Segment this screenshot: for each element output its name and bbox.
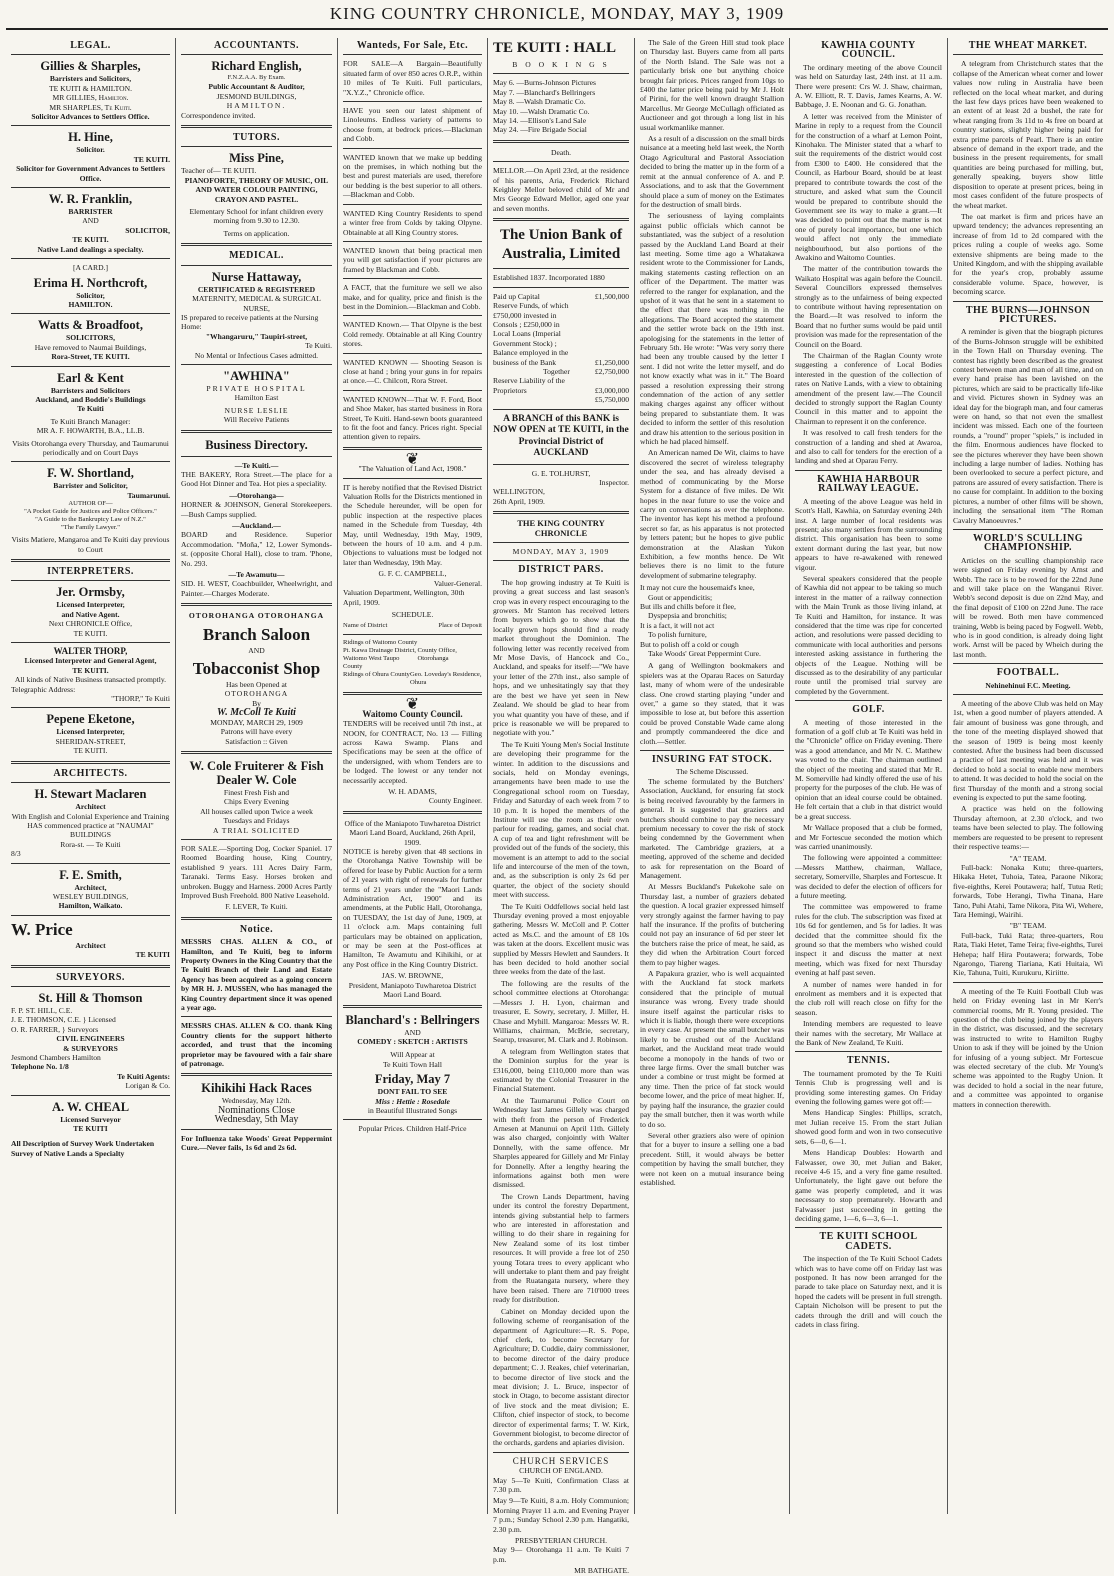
crest-icon: ❦ bbox=[405, 450, 420, 468]
death-heading: Death. bbox=[550, 147, 572, 157]
blanchard-title: Blanchard's : Bellringers bbox=[345, 1012, 480, 1027]
directory-section-title: —Otorohanga— bbox=[229, 490, 284, 500]
architect-line: Architect bbox=[75, 802, 106, 812]
wanted-item: WANTED KNOWN—That W. F. Ford, Boot and Shoe Maker, has started business in Rora Street, Te Kuiti. Hand-sewn boots guaranteed to fit the foot and fancy. Prices right. Special attention given to repairs. bbox=[343, 394, 482, 442]
medical-heading: MEDICAL. bbox=[229, 250, 284, 262]
insuring-para: The scheme formulated by the Butchers' Association, Auckland, for ensuring fat stock is being received favourably by the farmers in general. It is suggested that graziers and butchers should combine to pay the necessary premium necessary to cover the risk of stock being condemned by the Government when marketed. The Cambridge graziers, at a meeting, approved of the scheme and decided to ask for representation on the Board of Management. bbox=[640, 776, 784, 880]
church-eng: CHURCH OF ENGLAND. bbox=[519, 1466, 603, 1476]
surveyor-line: Lorigan & Co. bbox=[125, 1081, 170, 1091]
accountant-line: Public Accountant & Auditor, bbox=[208, 82, 305, 92]
booking-row: May 10. —Walsh Dramatic Co. bbox=[493, 106, 590, 116]
district-heading: DISTRICT PARS. bbox=[518, 564, 604, 576]
column-hall bbox=[488, 38, 635, 1576]
tennis-para: The tournament promoted by the Te Kuiti Tennis Club is progressing well and is providing some interesting games. On Friday evening the following games were got off:— bbox=[795, 1068, 942, 1107]
bank-row: Paid up Capital £1,500,000 bbox=[493, 291, 629, 301]
surveyor-name: A. W. CHEAL bbox=[51, 1099, 130, 1114]
saloon-line: Patrons will have every bbox=[220, 727, 293, 737]
church-heading: CHURCH SERVICES bbox=[512, 1455, 610, 1466]
cole-line: Tuesdays and Fridays bbox=[223, 816, 290, 826]
legal-ad-line: Te Kuiti bbox=[77, 404, 104, 414]
sculling-heading: WORLD'S SCULLING CHAMPIONSHIP. bbox=[973, 532, 1083, 554]
valuation-sign: Valuer-General. bbox=[433, 578, 482, 588]
masthead: KING COUNTRY CHRONICLE, MONDAY, MAY 3, 1909 bbox=[6, 0, 1108, 30]
golf-para: Intending members are requested to leave their names with the secretary, Mr Wallace at the Bank of New Zealand, Te Kuiti. bbox=[795, 1019, 942, 1048]
architect-name: W. Price bbox=[11, 919, 73, 939]
booking-row: May 7. —Blanchard's Bellringers bbox=[493, 87, 596, 97]
architect-line: TE KUITI bbox=[135, 950, 170, 960]
accountant-line: F.N.Z.A.A. By Exam. bbox=[227, 74, 286, 82]
tennis-heading: TENNIS. bbox=[846, 1055, 891, 1067]
column-news bbox=[635, 38, 790, 1514]
tutor-line: Elementary School for infant children every morning from 9.30 to 12.30. bbox=[189, 207, 324, 226]
legal-ad-line: Visits Otorohanga every Thursday, and Taumarunui periodically and on Court Days bbox=[12, 438, 169, 457]
team-a-list: Full-back: Nonaka Kutu; three-quarters, Hikaka Hetet, Tuhoia, Tatea, Paraone Nikora; five-eighths, Kerei Poutawera; half, Tutua Reti; forwards, Tobe Herangi, Tiwha Tinana, Hare Tano, Puhi Atahi, Tame Nikora, Pita Wi, Wehere, Tara Hemingi, Wairihi. bbox=[953, 862, 1103, 919]
saloon-top: OTOROHANGA OTOROHANGA bbox=[188, 611, 325, 621]
cole-line: Finest Fresh Fish and bbox=[223, 787, 290, 797]
legal-ad-name: Gillies & Sharples, bbox=[40, 59, 141, 74]
kawhia-heading: KAWHIA COUNTY COUNCIL. bbox=[821, 40, 916, 61]
tennis-para: Mens Handicap Doubles: Howarth and Falwasser, owe 30, met Julian and Baker, receive 4-6 15, and a very fine game resulted. Unfortunately, the light gave out before the game was properly completed, and it was necessary to stop prematurely. Howarth and Falwasser just succeeding in getting the deciding game, 1—6, 6—3, 6—1. bbox=[795, 1148, 942, 1223]
accountants-heading: ACCOUNTANTS. bbox=[214, 40, 299, 51]
nurse-line: Te Kuiti. bbox=[305, 341, 332, 351]
saloon-line: MONDAY, MARCH 29, 1909 bbox=[210, 717, 303, 727]
golf-para: The committee was empowered to frame rules for the club. The subscription was fixed at 10s 6d for gentlemen, and 5s for ladies. It was decided that the committee should fix the ground so that the members who wished could inspect it and discuss the matter at next meeting, which was fixed for next Thursday evening at half past seven. bbox=[795, 902, 942, 978]
column-professional bbox=[176, 38, 338, 1514]
bank-row: Together £2,750,000 bbox=[543, 366, 629, 376]
news-para: The seriousness of laying complaints against public officials which cannot be substantiated, was the subject of a resolution passed by the Auckland Land Board at their last meeting. Some time ago a Whatakawa resident wrote to the Commissioner for Lands, making statements casting reflection on an officer of the Department. The matter was referred to the ranger for explanation, and the upshot of it was that he sent in a statement to the effect that there was nothing in the allegations. The Board accepted the statement and the settler wrote back on the 19th inst. apologising for the statements in the letter of February 5th. He wrote: "Was very sorry there had been any trouble caused by the letter I sent. I did not write the letter myself, and do not know exactly what was in it." The Board passed a resolution expressing their strong condemnation of the action of any settler making charges against any officer without being prepared to substantiate them. It was decided to inform the settler of this resolution and draw his attention to the serious position in which he had placed himself. bbox=[640, 211, 784, 447]
booking-row: May 24. —Fire Brigade Social bbox=[493, 125, 587, 135]
surveyor-line: Jesmond Chambers Hamilton bbox=[11, 1053, 101, 1062]
kihikihi-line: Wednesday, May 12th. bbox=[221, 1096, 292, 1106]
wanted-item: A FACT, that the furniture we sell we also make, and for quality, price and finish is the best in the Dominion.—Blackman and Cobb. bbox=[343, 283, 482, 311]
legal-ad-line: AND bbox=[82, 216, 99, 226]
legal-ad-line: Barrister and Solicitor, bbox=[53, 481, 128, 491]
legal-ad-name: F. W. Shortland, bbox=[47, 466, 134, 481]
architects-heading: ARCHITECTS. bbox=[53, 767, 128, 779]
insuring-para: At Messrs Buckland's Pukekohe sale on Thursday last, a number of graziers debated the question. A local grazier expressed himself very strongly against the farmer having to pay half the insurance. If the profits of butchering could not pay an insurance of 6d per steer let the butchers raise the price of meat, he said, as they did when the Arbitration Court forced them to pay higher wages. bbox=[640, 882, 784, 967]
accountant-line: HAMILTON. bbox=[226, 101, 287, 111]
valuation-sign: G. F. C. CAMPBELL, bbox=[378, 569, 447, 579]
directory-section-title: —Te Awamutu— bbox=[228, 570, 285, 580]
tutor-line: Teacher of— TE KUITI. bbox=[181, 166, 257, 176]
surveyor-line: F. P. ST. HILL, C.E. bbox=[11, 1005, 73, 1015]
interpreter-line: TE KUITI. bbox=[73, 746, 108, 756]
directory-item: THE BAKERY, Rora Street.—The place for a Good Hot Dinner and Tea. Hot pies a speciality. bbox=[181, 469, 332, 489]
legal-ad-line: Visits Matiere, Mangaroa and Te Kuiti day previous to Court bbox=[11, 535, 170, 554]
architect-line: Architect bbox=[75, 940, 106, 950]
notice-heading: Notice. bbox=[239, 923, 274, 935]
news-para: A gang of Wellington bookmakers and spielers was at the Oparau Races on Saturday last, many of whom were of the undesirable class. One crowd starting playing "under and over," a game so they stated, that it was impossible to lose at, but before this assertion could be proved Constable Wade came along and promptly commandeered the dice and cloth.—Settler. bbox=[640, 661, 784, 746]
tutors-heading: TUTORS. bbox=[233, 132, 280, 144]
surveyor-line: J. E. THOMSON, C.E. } Licensed bbox=[11, 1015, 116, 1025]
accountant-name: Richard English, bbox=[211, 59, 302, 74]
saloon-line: W. McColl Te Kuiti bbox=[217, 707, 296, 719]
insuring-heading: INSURING FAT STOCK. bbox=[651, 754, 773, 766]
maniapoto-sign: JAS. W. BROWNE, bbox=[381, 971, 444, 981]
kawhia-para: A letter was received from the Minister of Marine in reply to a request from the Council for the construction of a wharf at Lemon Point, Kinohaku. The Minister stated that a wharf to suit the requirements of the district would cost from £300 to £400. He considered that the Council, as Harbour Board, should be at least prepared to contribute towards the cost of the structure, and asked what sum the Council would be prepared to contribute should the Government see its way to make a grant.—It was decided to point out that the matter is not one of purely local importance, but one which would affect not only the immediate neighbourhood, but also portions of the Awakino and Waitomo Counties. bbox=[795, 111, 942, 262]
legal-ad-name: Watts & Broadfoot, bbox=[38, 318, 143, 333]
interpreter-line: Telegraphic Address: bbox=[11, 684, 76, 694]
golf-para: A meeting of those interested in the formation of a golf club at Te Kuiti was held in the "Chronicle" office on Friday evening. There was a good attendance, and Mr N. C. Matthew was voted to the chair. The chairman outlined the object of the meeting and stated that Mr R. M. Somerville had kindly offered the use of his property for the purposes of the club. He was of opinion that an ideal course could be obtained. He felt certain that a club in that district would be a great success. bbox=[795, 717, 942, 821]
schedule-col: Place of Deposit bbox=[438, 622, 482, 630]
wanted-item: WANTED KNOWN — Shooting Season is close at hand ; bring your guns in for repairs at once.—C. Chilcott, Rora Street. bbox=[343, 357, 482, 386]
cadets-heading: TE KUITI SCHOOL CADETS. bbox=[819, 1231, 918, 1252]
architect-line: 8/3 bbox=[11, 849, 21, 859]
nurse-line: MATERNITY, MEDICAL & SURGICAL NURSE, bbox=[192, 294, 321, 313]
schedule-row: Ridings of Ohura County Geo. Loveday's Residence, Ohura bbox=[343, 671, 482, 687]
crest-icon: ❦ bbox=[405, 696, 420, 714]
awhina-name: "AWHINA" bbox=[223, 368, 290, 383]
interpreter-line: TE KUITI. bbox=[72, 665, 109, 675]
team-b-list: Full-back, Tuki Rata; three-quarters, Rou Rata, Tiaki Hetet, Tame Teira; five-eighths, Turei Hehepa; half Hira Poutawera; forwards, Tobe Ngarongo, Tiareng Tiariana, Kati Huitaia, Wi Kie, Tahuna, Tuiti, Kurukuru, Kiriitte. bbox=[953, 930, 1103, 978]
insuring-sub: The Scheme Discussed. bbox=[675, 767, 749, 777]
burns-heading: THE BURNS—JOHNSON PICTURES. bbox=[965, 304, 1091, 325]
church-minister: MR BATHGATE. bbox=[574, 1566, 629, 1576]
wanted-item: HAVE you seen our latest shipment of Linoleums. Endless variety of patterns to choose from, at bedrock prices.—Blackman and Cobb. bbox=[343, 106, 482, 144]
blanchard-line: Friday, May 7 bbox=[374, 1072, 451, 1087]
legal-ad-line: Solicitor for Government Advances to Settlers Office. bbox=[16, 164, 165, 183]
waitomo-sign: County Engineer. bbox=[428, 796, 482, 806]
schedule-title: SCHEDULE. bbox=[391, 609, 434, 619]
football-text: A meeting of the Te Kuiti Football Club was held on Friday evening last in Mr Kerr's commercial rooms, Mr R. Young presided. The question of the club being joined by the players in the district, was discussed, and the secretary was instructed to write to Hamilton Rugby Union to ask if they will be joined by the Union for infusing of a young subject. Mr Fortescue was elected secretary of the club. Mr Young's scheme was appointed to the Rugby Union. It was decided to hold a social in the near future, and a committee was appointed to organise matters in connection therewith. bbox=[953, 986, 1103, 1109]
surveyor-line: CIVIL ENGINEERS bbox=[56, 1034, 125, 1044]
bank-row: £5,750,000 bbox=[594, 395, 629, 405]
accountant-line: Correspondence invited. bbox=[181, 110, 256, 120]
harbour-heading: KAWHIA HARBOUR RAILWAY LEAGUE. bbox=[817, 473, 920, 495]
tennis-para: Mens Handicap Singles: Phillips, scratch, met Julian receive 15. From the start Julian showed good form and won in two consecutive sets, 6—0, 6—1. bbox=[795, 1108, 942, 1146]
interpreters-heading: INTERPRETERS. bbox=[47, 566, 134, 577]
surveyor-line: Telephone No. 1/8 bbox=[11, 1062, 69, 1072]
tutor-name: Miss Pine, bbox=[229, 151, 284, 166]
nurse-line: No Mental or Infectious Cases admitted. bbox=[194, 350, 319, 360]
news-para: The Sale of the Green Hill stud took place on Thursday last. Buyers came from all parts of the North Island. The Sale was not a particularly brisk one but anything choice brought fair prices. Prices ranged from 10gs to £400 the latter price being paid by Mr J. Holt of Pirini, for the well known draught Stallion Marcellus. Mr George McCullagh officiated as Auctioneer and got through a long list in his usual workmanlike manner. bbox=[640, 38, 784, 132]
tutor-line: Terms on application. bbox=[223, 228, 290, 238]
legal-ad-name: Erima H. Northcroft, bbox=[33, 275, 148, 290]
blanchard-line: DONT FAIL TO SEE bbox=[377, 1087, 448, 1097]
death-text: MELLOR.—On April 23rd, at the residence of his parents, Aria, Frederick Richard Keighley Mellor beloved child of Mr and Mrs George Edward Mellor, aged one year and seven months. bbox=[493, 166, 629, 213]
bank-row: Reserve Funds, of which £750,000 invested in Consols ; £250,000 in Local Loans (Imperial Government Stock) ; Balance employed in the business of the Bank £1,250,000 bbox=[493, 301, 629, 367]
interpreter-line: "THORP," Te Kuiti bbox=[111, 694, 170, 704]
interpreter-name: WALTER THORP, bbox=[53, 646, 128, 657]
directory-item: SID. H. WEST, Coachbuilder, Wheelwright, and Painter.—Charges Moderate. bbox=[181, 579, 332, 598]
saloon-title: Branch Saloon bbox=[202, 624, 311, 644]
surveyor-line: O. R. FARRER, } Surveyors bbox=[11, 1024, 99, 1034]
notice-text: MESSRS CHAS. ALLEN & CO. thank King Country clients for the support hitherto accorded, and trust that the incoming proprietor may be favoured with a fair share of patronage. bbox=[181, 1021, 332, 1069]
legal-ad-line: HAMILTON. bbox=[68, 299, 113, 309]
bank-branch: A BRANCH of this BANK is NOW OPEN at TE KUITI, in the Provincial District of AUCKLAND bbox=[493, 413, 629, 459]
directory-section-title: —Te Kuiti.— bbox=[234, 460, 279, 470]
blanchard-line: Te Kuiti Town Hall bbox=[383, 1059, 442, 1069]
insuring-para: A Papakura grazier, who is well acquainted with the Auckland fat stock markets considered that the principle of mutual insurance was wrong. Every trade should insure itself against the particular risks to which it is liable, though there were exceptions in every case. At present the small butcher was likely to be crushed out of the Auckland market, and the Auckland meat trade would become a monopoly in the hands of two or three large firms. Over the small butcher was under a combine or trust might be formed at any time. Then the price of fat stock would become lower, and the price of meat higher. If, by paying half the insurance, the grazier could pay the small butcher, then it was worth while to do so. bbox=[640, 969, 784, 1129]
golf-heading: GOLF. bbox=[852, 704, 885, 716]
legal-ad-line: SOLICITOR, bbox=[125, 225, 170, 235]
legal-ad-line: AUTHOR OF— bbox=[68, 500, 113, 508]
column-legal bbox=[6, 38, 176, 1514]
tutor-line: PIANOFORTE, THEORY OF MUSIC, OIL AND WATER COLOUR PAINTING, CRAYON AND PASTEL. bbox=[184, 175, 329, 204]
architect-name: H. Stewart Maclaren bbox=[34, 787, 147, 802]
architect-line: WESLEY BUILDINGS, bbox=[52, 891, 129, 901]
kawhia-para: The ordinary meeting of the above Council was held on Saturday last, 24th inst. at 11 a.m. There were present: Crs W. J. Shaw, chairman, A. W. Elliott, R. T. Davis, James Kearns, A. W. Babbage, J. E. Noonan and G. G. Jonathan. bbox=[795, 62, 942, 110]
legal-ad-line: "The Family Lawyer." bbox=[60, 524, 121, 532]
golf-para: Mr Wallace proposed that a club be formed, and Mr Fortescue seconded the motion which was carried unanimously. bbox=[795, 823, 942, 851]
waitomo-title: Waitomo County Council. bbox=[362, 708, 463, 719]
kihikihi-line: Nominations Close bbox=[218, 1104, 295, 1116]
schedule-row: Ridings of Waitomo County bbox=[343, 639, 418, 647]
golf-para: The following were appointed a committee:—Messrs Matthew, chairman, Wallace, secretary, Somerville, Sharples and Fortescue. It was decided to defer the election of officers for a future meeting. bbox=[795, 853, 942, 900]
valuation-text: IT is hereby notified that the Revised District Valuation Rolls for the Districts mentioned in the Schedule hereunder, will be open for public inspection at the respective places named in the Schedule from Tuesday, 4th May, until Wednesday, 19th May, 1909, between the hours of 10 a.m. and 4 p.m. Objections to valuations must be lodged not later than Wednesday, 19th May. bbox=[343, 482, 482, 567]
wheat-para: The oat market is firm and prices have an upward tendency; the advances representing an increase of from 1d to 2d compared with the prices ruling a couple of weeks ago. Some extensive shipments are being made to the United Kingdom, and with the shipping available for the year's crop, probably assume considerable volume. Space, however, is becoming scarce. bbox=[953, 211, 1103, 297]
legal-ad-line: TE KUITI. bbox=[133, 154, 170, 164]
sculling-text: Articles on the sculling championship race were signed on Friday evening by Arnst and Webb. The race is to be rowed for the 22nd June and will take place on the Wanganui River. Webb's second deposit is due on 22nd May, and the final deposit of £100 on 22nd June. The race will be rowed. Both men have commenced training, Webb is being paced by Fogwell. Webb, who is in good condition, is already doing light work. Arnst will be paced by Wheich during the last month. bbox=[953, 555, 1103, 659]
legal-ad-line: Auckland, and Boddie's Buildings bbox=[35, 394, 146, 404]
surveyor-name: St. Hill & Thomson bbox=[38, 990, 143, 1005]
hall-subtitle: B O O K I N G S bbox=[512, 60, 610, 69]
forsale-sign: F. LEVER, Te Kuiti. bbox=[225, 902, 288, 912]
wanted-item: WANTED known that being practical men you will get satisfaction if your pictures are framed by Blackman and Cobb. bbox=[343, 245, 482, 274]
legal-ad-line: BARRISTER bbox=[68, 207, 113, 217]
legal-ad-line: MR SHARPLES, Te Kuiti. bbox=[49, 102, 132, 112]
district-pars: The hop growing industry at Te Kuiti is proving a great success and last season's crop was in every respect encouraging to the growers. Mr Stanton has received letters from buyers which go to show that the locally grown hops should find a ready market throughout the Dominion. The following letter was recently received from Mr Mose Davis, of Hancock and Co., Auckland, and speaks for itself:—"We have your letter of the 27th inst., also sample of hops, and we unhesitatingly say that they are the best we have yet seen in New Zealand. We should be glad to hear from you what quantity you have of these, and if price is reasonable we will be prepared to negotiate with you." The Te Kuiti Young Men's Social Institute are developing their programme for the winter. In addition to the discussions and socials, held on Monday evenings, arrangements have been made to use the Congregational school room on Tuesday, Friday and Saturday of each week from 7 to 10 p.m. It is hoped the members of the Institute will use the room as their own parlour for reading, games, and social chat. A cup of tea and light refreshment will be provided out of the funds of the society, this movement is an attempt to add to the social life and intercourse of the men of the town, and, as the subscription is only 2s 6d per quarter, the object of the society should meet with success. The Te Kuiti Oddfellows social held last Thursday evening proved a most enjoyable gathering. Messrs W. McColl and P. Cotter acted as Ms.C. and the amount of £8 10s was taken at the doors. Excellent music was supplied by Messrs Hewlett and Saunders. It has been decided to hold another social three weeks from the date of the last. The following are the results of the school committee elections at Otorohanga:—Messrs J. H. Lyon, chairman and treasurer, E. Sowry, secretary, J. Miller, H. Chase and Myhill. Mangaroa: Messrs W. R. Williams, chairman, McBrie, secretary, Searup, treasurer, M. Clark and J. Robinson. A telegram from Wellington states that the Dominion surplus for the year is £316,000, being £110,000 more than was estimated by the Colonial Treasurer in the Financial Statement. At the Taumarunui Police Court on Wednesday last James Gillely was charged with theft from the person of Frederick Arnesen at Manunui on April 11th. Gillely was also charged, conjointly with Walter Donnelly, with the same offence. Mr Sharples appeared for Gillely and Mr Finlay for Donnelly. After a lengthy hearing the informations against both men were dismissed. The Crown Lands Department, having under its control the forestry Department, intends giving substantial help to farmers who are interested in afforestation and willing to do their share in regaining for New Zealand some of its lost timber resources. It will provide a free lot of 250 young Totara trees to every applicant who will undertake to plant them and pay freight from the Ruatangata nursery, where they have been raised. There are 710'000 trees ready for distribution. Cabinet on Monday decided upon the following scheme of reorganisation of the department of Agriculture:—R. S. Pope, chief clerk, to become Secretary for Agriculture; D. Cuddie, dairy commissioner, to become director of the dairy produce department; C. J. Reakes, chief veterinarian, to become director of live stock and the meat division; J. L. Bruce, inspector of stock in Otago, to become assistant director of live stock and the meat division; E. Clifton, chief inspector of stock, to become director of experimental farms; T. W. Kirk, Government biologist, to become director of the orchards, gardens and apiaries division. bbox=[493, 577, 629, 1448]
saloon-line: By bbox=[252, 698, 261, 708]
blanchard-and: AND bbox=[404, 1027, 421, 1037]
bank-sign: Inspector. bbox=[599, 477, 629, 487]
legal-ad-line: Solicitor Advances to Settlers Office. bbox=[31, 112, 150, 122]
column-sport bbox=[948, 38, 1108, 1514]
wanted-item: FOR SALE—A Bargain—Beautifully situated farm of over 850 acres O.R.P., within 10 miles of Te Kuiti. Full particulars, "X.Y.Z.," Chronicle office. bbox=[343, 59, 482, 97]
surveyor-line: & SURVEYORS bbox=[63, 1043, 118, 1053]
accountant-line: JESMOND BUILDINGS, bbox=[216, 91, 297, 101]
blanchard-sub: COMEDY : SKETCH : ARTISTS bbox=[357, 1036, 468, 1046]
bank-row: Reserve Liability of the Proprietors £3,000,000 bbox=[493, 376, 629, 395]
directory-section-title: —Auckland.— bbox=[232, 521, 281, 530]
legal-ad-line: Solicitor. bbox=[76, 145, 105, 155]
legal-ad-line: Native Land dealings a specialty. bbox=[37, 244, 144, 254]
interpreter-line: All kinds of Native Business transacted promptly. bbox=[14, 675, 167, 685]
legal-ad-line: TE KUITI. bbox=[72, 235, 109, 245]
legal-ad-line: Te Kuiti Branch Manager: bbox=[50, 416, 131, 426]
schedule-col: Name of District bbox=[343, 622, 388, 630]
legal-ad-line: "A Guide to the Bankruptcy Law of N.Z." bbox=[35, 516, 146, 524]
booking-row: May 8. —Walsh Dramatic Co. bbox=[493, 97, 586, 107]
kawhia-para: It was resolved to call fresh tenders for the construction of a landing and shed at Awaroa, and also to call for tenders for the erection of a landing and shed at Oparau Ferry. bbox=[795, 428, 942, 466]
booking-row: May 6. —Burns-Johnson Pictures bbox=[493, 78, 596, 88]
bank-title: The Union Bank of Australia, Limited bbox=[499, 227, 623, 263]
kihikihi-title: Kihikihi Hack Races bbox=[201, 1081, 312, 1096]
football-sub: Nehinehinui F.C. Meeting. bbox=[985, 680, 1071, 690]
legal-ad-line: Rora-Street, TE KUITI. bbox=[51, 352, 130, 362]
news-para: An American named De Wit, claims to have discovered the secret of wireless telegraphy under the sea, and has already devised a method of communicating by the Morse System for a distance of five miles. De Wit hopes in the near future to use the voice and carry on conversations as over the telephone. The inventor has kept his method a profound secret so far, as his apparatus is not protected by letters patent; but he hopes to give public demonstration at the Alaskan Yukon Exhibition, a few months hence. De Wit believes there is no limit to the future development of submarine telegraphy. bbox=[640, 448, 784, 580]
legal-ad-line: "A Pocket Guide for Justices and Police Officers." bbox=[24, 508, 157, 516]
maniapoto-text: NOTICE is hereby given that 48 sections in the Otorohanga Native Township will be offered for lease by Public Auction for a term of 21 years with right of renewals for further terms of 21 years under the "Maori Lands Administration Act, 1900" and its amendments, at the Public Hall, Otorohanga, on TUESDAY, the 1st day of June, 1909, at 11 o'clock a.m. Maps containing full particulars may be obtained on application, or may be seen at the Post-offices at Hamilton, Te Awamutu and Kihikihi, or at any Post office in the King Country District. bbox=[343, 847, 482, 969]
hall-title: TE KUITI : HALL bbox=[493, 40, 616, 56]
legal-ad-line: Solicitor, bbox=[76, 290, 105, 300]
kawhia-para: The Chairman of the Raglan County wrote suggesting a conference of Local Bodies interested in the question of the collection of rates on Native Lands, with a view to obtaining amendment of the present law.—The Council decided to strongly support the Raglan County Council in this matter and to appoint the Chairman to represent it on the conference. bbox=[795, 351, 942, 426]
interpreter-name: Jer. Ormsby, bbox=[56, 585, 125, 600]
woods-advert: For Influenza take Woods' Great Peppermint Cure.—Never fails, 1s 6d and 2s 6d. bbox=[181, 1133, 332, 1153]
blanchard-line: Popular Prices. Children Half-Price bbox=[358, 1124, 467, 1134]
interpreter-line: TE KUITI. bbox=[73, 628, 108, 638]
nurse-name: Nurse Hattaway, bbox=[211, 269, 302, 284]
poem: It may not cure the housemaid's knee, Gout or appendicitis; But ills and chills before it flee, Dyspepsia and bronchitis; It is a fact, it will not act To polish furniture, But to polish off a cold or cough Take Woods' Great Peppermint Cure. bbox=[640, 583, 761, 658]
architect-line: With English and Colonial Experience and Training bbox=[11, 811, 170, 821]
architect-line: Rora-st. — Te Kuiti bbox=[60, 839, 121, 849]
blanchard-line: Will Appear at bbox=[390, 1050, 435, 1060]
cole-line: All houses called upon Twice a week bbox=[200, 806, 313, 816]
bank-date: 26th April, 1909. bbox=[493, 496, 545, 506]
legal-ad-line: Taumarunui. bbox=[127, 490, 170, 500]
church-item: May 9—Te Kuiti, 8 a.m. Holy Communion; Morning Prayer 11 a.m. and Evening Prayer 7 p.m.; Sunday School 2.30 p.m. Hangatiki, 2.30 p.m. bbox=[493, 1496, 629, 1534]
column-wanteds bbox=[338, 38, 488, 1514]
surveyor-line: Te Kuiti Agents: bbox=[117, 1071, 170, 1081]
schedule-row: Pt. Kawa Drainage District, Waitomo West Taupo County County Office, Otorohanga bbox=[343, 647, 457, 671]
surveyor-line: All Description of Survey Work Undertaken bbox=[11, 1139, 155, 1149]
forsale-text: FOR SALE.—Sporting Dog, Cocker Spaniel. 17 Roomed Boarding house, King Country, established 9 years. 111 Acres Dairy Farm, Taranaki. Terms Easy. Horses broken and unbroken. Buggy and Harness. 2000 Acres Partly Improved Bush Freehold. 800 Native Leasehold. bbox=[181, 843, 332, 900]
waitomo-sign: W. H. ADAMS, bbox=[388, 786, 437, 796]
awhina-line: PRIVATE HOSPITAL bbox=[206, 383, 307, 393]
cole-title: W. Cole Fruiterer & Fish Dealer W. Cole bbox=[189, 758, 324, 787]
legal-ad-line: TE KUITI & HAMILTON. bbox=[48, 83, 133, 93]
legal-ad-line: Barristers and Solicitors, bbox=[49, 74, 132, 84]
kihikihi-line: Wednesday, 5th May bbox=[214, 1114, 299, 1126]
architect-line: HAS commenced practice at "NAUMAI" BUILDINGS bbox=[27, 820, 154, 840]
awhina-line: NURSE LESLIE bbox=[224, 405, 289, 415]
awhina-line: Hamilton East bbox=[234, 393, 279, 403]
saloon-subtitle: Tobacconist Shop bbox=[192, 659, 321, 679]
bank-est: Established 1837. Incorporated 1880 bbox=[493, 273, 605, 283]
column-council bbox=[790, 38, 948, 1514]
surveyor-line: Licensed Surveyor bbox=[60, 1114, 121, 1124]
interpreter-name: Pepene Eketone, bbox=[46, 712, 135, 727]
notice-text: MESSRS CHAS. ALLEN & CO., of Hamilton, and Te Kuiti, beg to inform Property Owners in the King Country that the Te Kuiti Branch of their Land and Estate Agency has been acquired as a going concern by MR H. J. MUSSEN, who has managed the King Country department since it was opened a year ago. bbox=[181, 937, 332, 1013]
football-text: A meeting of the above Club was held on May 1st, when a good number of players attended. A fair amount of business was gone through, and the tone of the meeting displayed showed that the season of 1909 is being most keenly contested. After the business had been discussed a practice of last meeting was held and it was decided to hold a social to enable new members to attend. It was decided to hold the social on the first Thursday of the month and a strong social evening is expected to put the same footing. bbox=[953, 699, 1103, 803]
valuation-dept: Valuation Department, Wellington, 30th April, 1909. bbox=[343, 588, 465, 607]
nurse-line: IS prepared to receive patients at the Nursing Home: bbox=[181, 312, 319, 332]
chronicle-heading: THE KING COUNTRY CHRONICLE bbox=[517, 518, 605, 538]
legal-ad-name: H. Hine, bbox=[68, 130, 113, 145]
architect-line: Architect, bbox=[74, 882, 107, 892]
directory-item: BOARD and Residence. Superior Accommodation. "Moña," 12, Lower Symonds-st. (opposite Choral Hall), close to tram. 'Phone, No. 293. bbox=[181, 530, 332, 568]
surveyor-line: TE KUITI bbox=[73, 1124, 108, 1134]
cole-line: Chips Every Evening bbox=[224, 797, 289, 807]
blanchard-line: Miss : Hettie : Rosedale bbox=[375, 1096, 450, 1106]
interpreter-line: Next CHRONICLE Office, bbox=[48, 619, 133, 629]
interpreter-line: SHERIDAN-STREET, bbox=[55, 736, 126, 746]
wanted-item: WANTED known that we make up bedding on the premises, in which nothing but the best and purest materials are used, therefore our bedding is the best superior to all others.—Blackman and Cobb. bbox=[343, 152, 482, 200]
surveyors-heading: SURVEYORS. bbox=[56, 971, 125, 983]
cadets-text: The inspection of the Te Kuiti School Cadets which was to have come off on Friday last was postponed. It has now been arranged for the parade to take place on Saturday next, and it is hoped the cadets will be present in full strength. Captain Nicholson will be present to put the cadets through the drill and will couch the cadets in class firing. bbox=[795, 1254, 942, 1329]
church-pres: PRESBYTERIAN CHURCH. bbox=[515, 1536, 607, 1546]
blanchard-line: in Beautiful Illustrated Songs bbox=[367, 1105, 458, 1115]
saloon-line: Has been Opened at bbox=[226, 680, 287, 690]
awhina-line: Will Receive Patients bbox=[223, 415, 290, 425]
nurse-line: CERTIFICATED & REGISTERED bbox=[197, 284, 316, 294]
legal-ad-line: MR GILLIES, Hamilton. bbox=[52, 93, 129, 103]
waitomo-text: TENDERS will be received until 7th inst., at NOON, for CONTRACT, No. 13 — Filling across Kawa Swamp. Plans and Specifications may be seen at the office of the undersigned, with whom Tenders are to be lodged. The lowest or any tender not necessarily accepted. bbox=[343, 719, 482, 785]
booking-row: May 14. —Ellison's Land Sale bbox=[493, 116, 587, 126]
team-b-heading: "B" TEAM. bbox=[1009, 921, 1047, 931]
nurse-line: "Whangaruru," Taupiri-street, bbox=[205, 331, 308, 341]
church-item: May 5—Te Kuiti, Confirmation Class at 7.30 p.m. bbox=[493, 1475, 629, 1494]
football-heading: FOOTBALL. bbox=[996, 667, 1060, 679]
legal-heading: LEGAL. bbox=[70, 40, 111, 51]
surveyor-line: Survey of Native Lands a Specialty bbox=[11, 1148, 125, 1158]
bank-sign: G. E. TOLHURST, bbox=[531, 468, 591, 478]
wheat-heading: THE WHEAT MARKET. bbox=[968, 40, 1088, 51]
legal-ad-line: MR A. F. HOWARTH, B.A., LL.B. bbox=[36, 426, 145, 436]
wanteds-heading: Wanteds, For Sale, Etc. bbox=[356, 40, 469, 51]
cole-line: A TRIAL SOLICITED bbox=[212, 825, 301, 835]
insuring-para: Several other graziers also were of opinion that for a buyer to insure a selling one a bad precedent. Still, it would always be better competition by having the small butcher, they were not keen on a mutual insurance being established. bbox=[640, 1130, 784, 1187]
harbour-para: A meeting of the above League was held in Scott's Hall, Kawhia, on Saturday evening 24th inst. A large number of local residents was present; also many settlers from the surrounding district. This organisation has been to some extent dormant during the last year, but now appears to have re-awakened with renewed vigour. bbox=[795, 496, 942, 572]
interpreter-line: Licensed Interpreter, bbox=[56, 600, 125, 610]
interpreter-line: and Native Agent. bbox=[61, 609, 120, 619]
legal-ad-line: Have removed to Naumai Buildings, bbox=[34, 342, 147, 352]
interpreter-line: Licensed Interpreter and General Agent, bbox=[24, 656, 157, 666]
church-item: May 9— Otorohanga 11 a.m. Te Kuiti 7 p.m. bbox=[493, 1545, 629, 1564]
news-para: As a result of a discussion on the small birds nuisance at a meeting held last week, the North Otago Agricultural and Pastoral Association decided to bring the matter up in the form of a remit at the annual conference of A. and P. Associations, and to ask that the Government should place a sum of money on the Estimates for the destruction of small birds. bbox=[640, 134, 784, 209]
saloon-and: AND bbox=[248, 645, 265, 655]
architect-name: F. E. Smith, bbox=[59, 867, 122, 882]
maniapoto-title: Office of the Maniapoto Tuwharetoa District Maori Land Board, Auckland, 26th April, 1909. bbox=[344, 818, 481, 847]
kawhia-para: The matter of the contribution towards the Waikato Hospital was again before the Council. Several Councillors expressed themselves strongly as to the unfairness of being expected to contribute without having representation on the Board.—It was resolved to inform the Board that no further sums would be paid until provision was made for the representation of the Council on the Board. bbox=[795, 264, 942, 349]
wheat-para: A telegram from Christchurch states that the collapse of the American wheat corner and lower values now ruling in Australia have been reflected on the local wheat market, and during the last few days prices have been weakened to an extent of at least 2d a bushel, the rate for wheat ranging from 3s 11d to 4s free on board at country stations, slightly higher being paid for extra prime parcels of Pearl. There is an entire absence of demand in the export trade, and the business in the present requirements, for small quantities are being purchased for milling, but, generally speaking, buyers show little disposition to operate at present prices, being in most cases confident of the future prospects of the wheat market. bbox=[953, 59, 1103, 210]
golf-para: A number of names were handed in for enrolment as members and it is expected that the club roll will reach close on fifty for the season. bbox=[795, 979, 942, 1017]
chronicle-date: MONDAY, MAY 3, 1909 bbox=[512, 547, 610, 556]
legal-ad-line: [A CARD.] bbox=[72, 263, 109, 273]
saloon-line: Satisfaction :: Given bbox=[225, 736, 288, 746]
wanted-item: WANTED King Country Residents to spend a winter free from Colds by taking Olpyne. Obtainable at all King Country stores. bbox=[343, 208, 482, 237]
legal-ad-name: Earl & Kent bbox=[57, 370, 124, 385]
legal-ad-line: Barristers and Solicitors bbox=[50, 385, 131, 395]
valuation-title: "The Valuation of Land Act, 1908." bbox=[358, 464, 467, 474]
burns-text: A reminder is given that the biograph pictures of the Burns-Johnson struggle will be exhibited in the Town Hall on Thursday evening. The contest has rightly been described as the greatest contest between man and man of all time, and on every hand praise has been lavished on the pictures, which are said to be practically life-like and vivid. Pictures shown in Sydney was an ideal day for the biograph man, and four cameras were on hand, so that not even the smallest incident was missed. Each one of the fourteen rounds, a "round" proper "spiels," is included in the film. Enormous audiences have flocked to see the pictures wherever they have been shown including a large number of ladies. Nothing has been overlooked to secure a perfect picture, and patrons are assured of every satisfaction. There is no cause for complaint. In addition to the boxing pictures, a number of other films will be shown, including the sensational item "The Roman Cavalry Manoeuvres." bbox=[953, 327, 1103, 525]
team-a-heading: "A" TEAM. bbox=[1009, 853, 1047, 863]
legal-ad-name: W. R. Franklin, bbox=[48, 192, 133, 207]
maniapoto-sign: President, Maniapoto Tuwharetoa District Maori Land Board. bbox=[348, 980, 477, 1000]
bank-place: WELLINGTON, bbox=[493, 487, 545, 497]
directory-item: HORNER & JOHNSON, General Storekeepers.—Bush Camps supplied. bbox=[181, 500, 332, 519]
directory-heading: Business Directory. bbox=[205, 437, 308, 452]
legal-ad-line: SOLICITORS, bbox=[65, 333, 116, 343]
saloon-line: OTOROHANGA bbox=[224, 689, 289, 699]
interpreter-line: Licensed Interpreter, bbox=[56, 727, 125, 737]
architect-line: Hamilton, Waikato. bbox=[58, 901, 123, 911]
harbour-para: Several speakers considered that the people of Kawhia did not appear to be taking so much interest in the matter of a railway connection with the Main Trunk as those living inland, at Te Kuiti and Hamilton, for instance. It was considered that the time was ripe for concerted action, and resolutions were passed deciding to communicate with local authorities and persons interested asking assistance in furthering the objects of the League. Nothing will be discussed as to the desirability of any particular route until the promised trial survey are completed by the Government. bbox=[795, 573, 942, 696]
football-text: A practice was held on the following Thursday afternoon, at 2.30 o'clock, and two teams have been selected to play. The following members are requested to be present to represent their respective teams:— bbox=[953, 804, 1103, 852]
wanted-item: WANTED Known.— That Olpyne is the best Cold remedy. Obtainable at all King Country stores. bbox=[343, 320, 482, 349]
